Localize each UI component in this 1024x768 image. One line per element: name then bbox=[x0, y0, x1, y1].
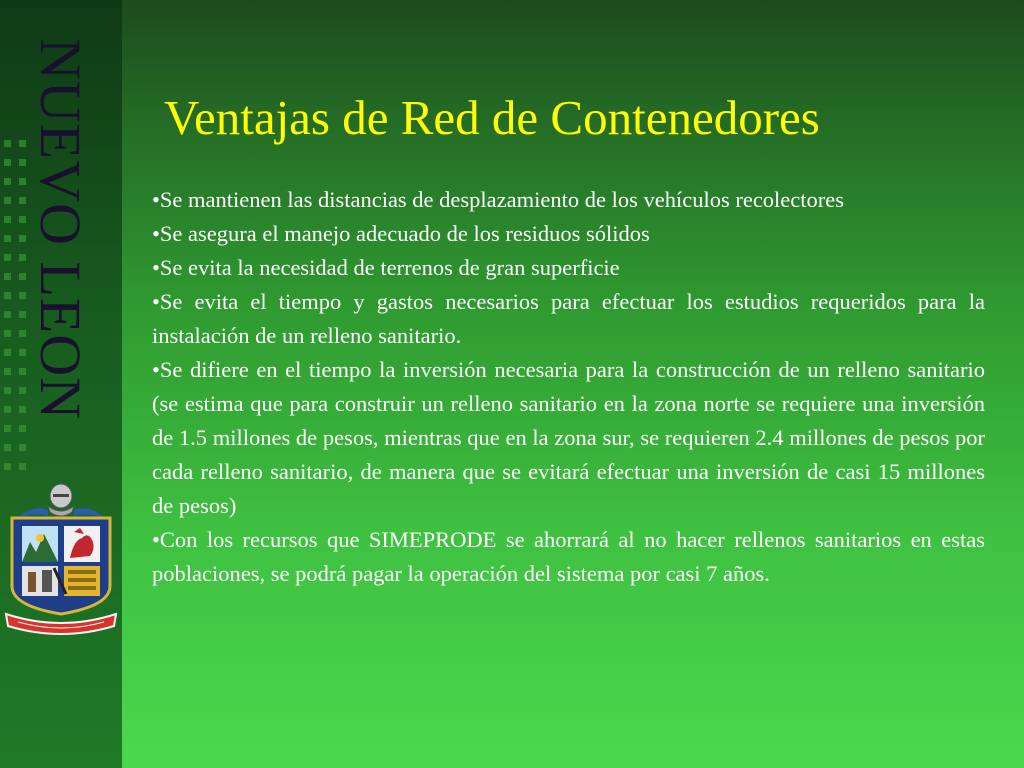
decorative-square bbox=[4, 178, 11, 185]
decorative-square bbox=[4, 216, 11, 223]
decorative-square-row bbox=[4, 425, 34, 432]
decorative-square bbox=[4, 368, 11, 375]
decorative-square bbox=[19, 406, 26, 413]
decorative-square bbox=[19, 140, 26, 147]
decorative-square bbox=[4, 254, 11, 261]
decorative-square bbox=[4, 292, 11, 299]
decorative-square bbox=[19, 387, 26, 394]
state-crest-icon bbox=[4, 482, 118, 642]
bullet-item: •Se difiere en el tiempo la inversión necesaria para la construcción de un relleno sanitario (se estima que para construir un relleno sanitario en la zona norte se requiere una inversión de 1.5 millones de pesos, mientras que en la zona sur, se requieren 2.4 millones de pesos por cada relleno sanitario, de manera que se evitará efectuar una inversión de casi 15 millones de pesos) bbox=[152, 357, 985, 518]
decorative-square bbox=[19, 197, 26, 204]
decorative-square bbox=[4, 444, 11, 451]
decorative-square-row bbox=[4, 463, 34, 470]
bullet-item: •Se evita el tiempo y gastos necesarios para efectuar los estudios requeridos para la instalación de un relleno sanitario. bbox=[152, 289, 985, 348]
decorative-square bbox=[19, 311, 26, 318]
bullet-list bbox=[152, 183, 985, 591]
decorative-square bbox=[4, 235, 11, 242]
decorative-square bbox=[4, 463, 11, 470]
decorative-square bbox=[4, 330, 11, 337]
decorative-square bbox=[19, 330, 26, 337]
bullet-item: •Con los recursos que SIMEPRODE se ahorrará al no hacer rellenos sanitarios en estas poblaciones, se podrá pagar la operación del sistema por casi 7 años. bbox=[152, 527, 985, 586]
decorative-square bbox=[19, 254, 26, 261]
decorative-square bbox=[19, 368, 26, 375]
decorative-square bbox=[4, 406, 11, 413]
decorative-square bbox=[19, 178, 26, 185]
sidebar-panel bbox=[0, 0, 122, 768]
decorative-square bbox=[19, 273, 26, 280]
decorative-square bbox=[19, 292, 26, 299]
decorative-square bbox=[4, 311, 11, 318]
slide-title: Ventajas de Red de Contenedores bbox=[164, 90, 820, 145]
decorative-square bbox=[4, 197, 11, 204]
decorative-square bbox=[19, 463, 26, 470]
decorative-square bbox=[19, 159, 26, 166]
bullet-item: •Se mantienen las distancias de desplazamiento de los vehículos recolectores bbox=[152, 187, 845, 212]
decorative-square bbox=[4, 140, 11, 147]
slide-content-area bbox=[122, 0, 1024, 768]
decorative-square bbox=[4, 425, 11, 432]
decorative-square bbox=[4, 387, 11, 394]
decorative-square bbox=[19, 235, 26, 242]
decorative-square bbox=[4, 349, 11, 356]
decorative-square bbox=[19, 444, 26, 451]
nuevo-leon-vertical-text: NUEVO LEON bbox=[28, 38, 93, 421]
bullet-item: •Se evita la necesidad de terrenos de gran superficie bbox=[152, 255, 620, 280]
decorative-square bbox=[4, 273, 11, 280]
decorative-square bbox=[19, 349, 26, 356]
decorative-square-row bbox=[4, 444, 34, 451]
decorative-square bbox=[4, 159, 11, 166]
bullet-item: •Se asegura el manejo adecuado de los residuos sólidos bbox=[152, 221, 650, 246]
decorative-square bbox=[19, 425, 26, 432]
decorative-square bbox=[19, 216, 26, 223]
